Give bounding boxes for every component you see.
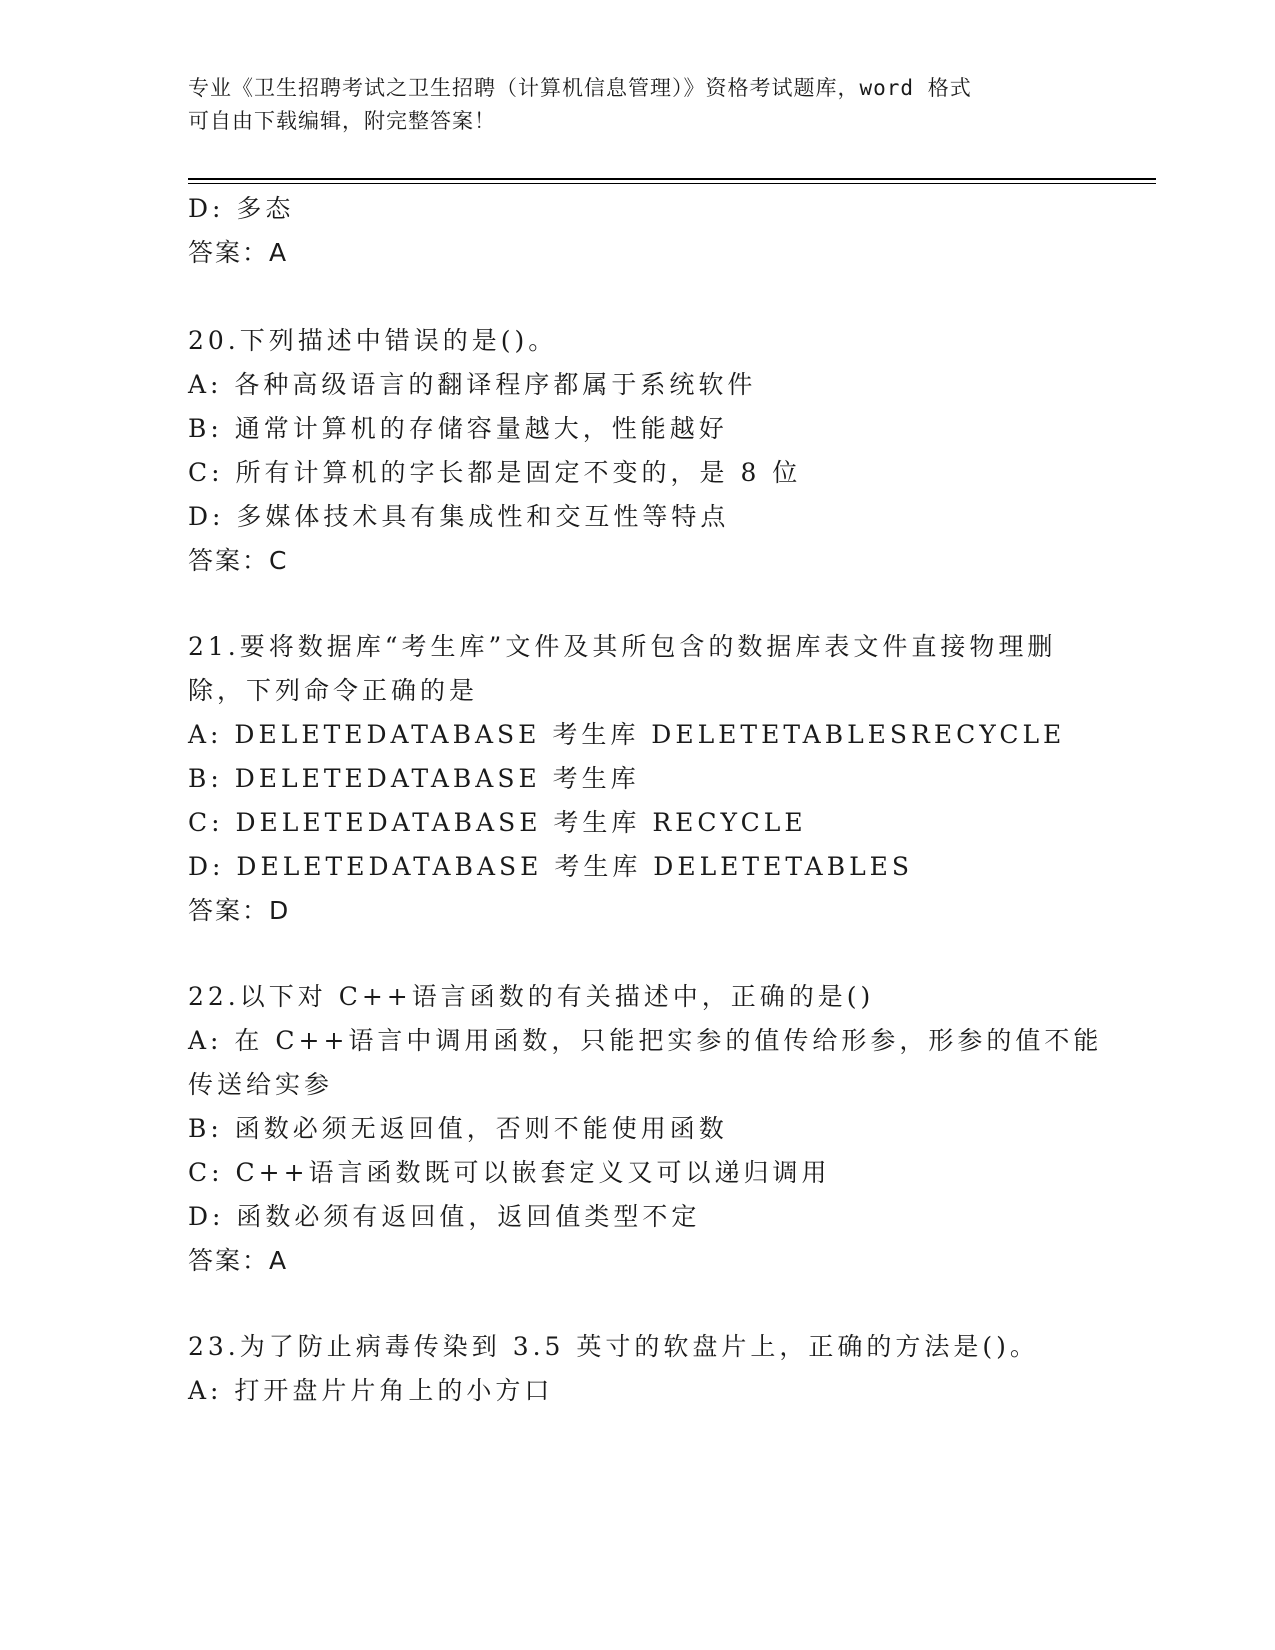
q22-option-d: D: 函数必须有返回值，返回值类型不定 [188,1202,701,1231]
q22-answer: 答案：A [188,1246,289,1275]
q21-option-c: C: DELETEDATABASE 考生库 RECYCLE [188,808,807,837]
q20-stem: 20.下列描述中错误的是()。 [188,326,558,355]
q21-option-b: B: DELETEDATABASE 考生库 [188,764,640,793]
q20-option-c: C: 所有计算机的字长都是固定不变的，是 8 位 [188,458,802,487]
prev-answer: 答案：A [188,238,289,267]
header-divider-thin [188,183,1156,184]
q22-option-c: C: C++语言函数既可以嵌套定义又可以递归调用 [188,1158,831,1187]
q21-answer: 答案：D [188,896,291,925]
q22-stem: 22.以下对 C++语言函数的有关描述中，正确的是() [188,982,875,1011]
q20-answer: 答案：C [188,546,289,575]
q22-option-a-line-1: A: 在 C++语言中调用函数，只能把实参的值传给形参，形参的值不能 [188,1026,1103,1055]
prev-option-d: D: 多态 [188,194,295,223]
q21-stem-line-1: 21.要将数据库“考生库”文件及其所包含的数据库表文件直接物理删 [188,632,1057,661]
q20-option-b: B: 通常计算机的存储容量越大，性能越好 [188,414,728,443]
q20-option-d: D: 多媒体技术具有集成性和交互性等特点 [188,502,730,531]
q22-option-b: B: 函数必须无返回值，否则不能使用函数 [188,1114,728,1143]
header-line-1: 专业《卫生招聘考试之卫生招聘（计算机信息管理）》资格考试题库，word 格式 [188,76,972,100]
header-divider-thick [188,178,1156,180]
q21-stem-line-2: 除，下列命令正确的是 [188,676,479,705]
header-line-2: 可自由下载编辑，附完整答案！ [188,109,496,133]
q23-stem: 23.为了防止病毒传染到 3.5 英寸的软盘片上，正确的方法是()。 [188,1332,1039,1361]
q21-option-a: A: DELETEDATABASE 考生库 DELETETABLESRECYCLE [188,720,1066,749]
q21-option-d: D: DELETEDATABASE 考生库 DELETETABLES [188,852,914,881]
q22-option-a-line-2: 传送给实参 [188,1070,334,1099]
q20-option-a: A: 各种高级语言的翻译程序都属于系统软件 [188,370,757,399]
q23-option-a: A: 打开盘片片角上的小方口 [188,1376,554,1405]
document-header [188,72,1088,138]
